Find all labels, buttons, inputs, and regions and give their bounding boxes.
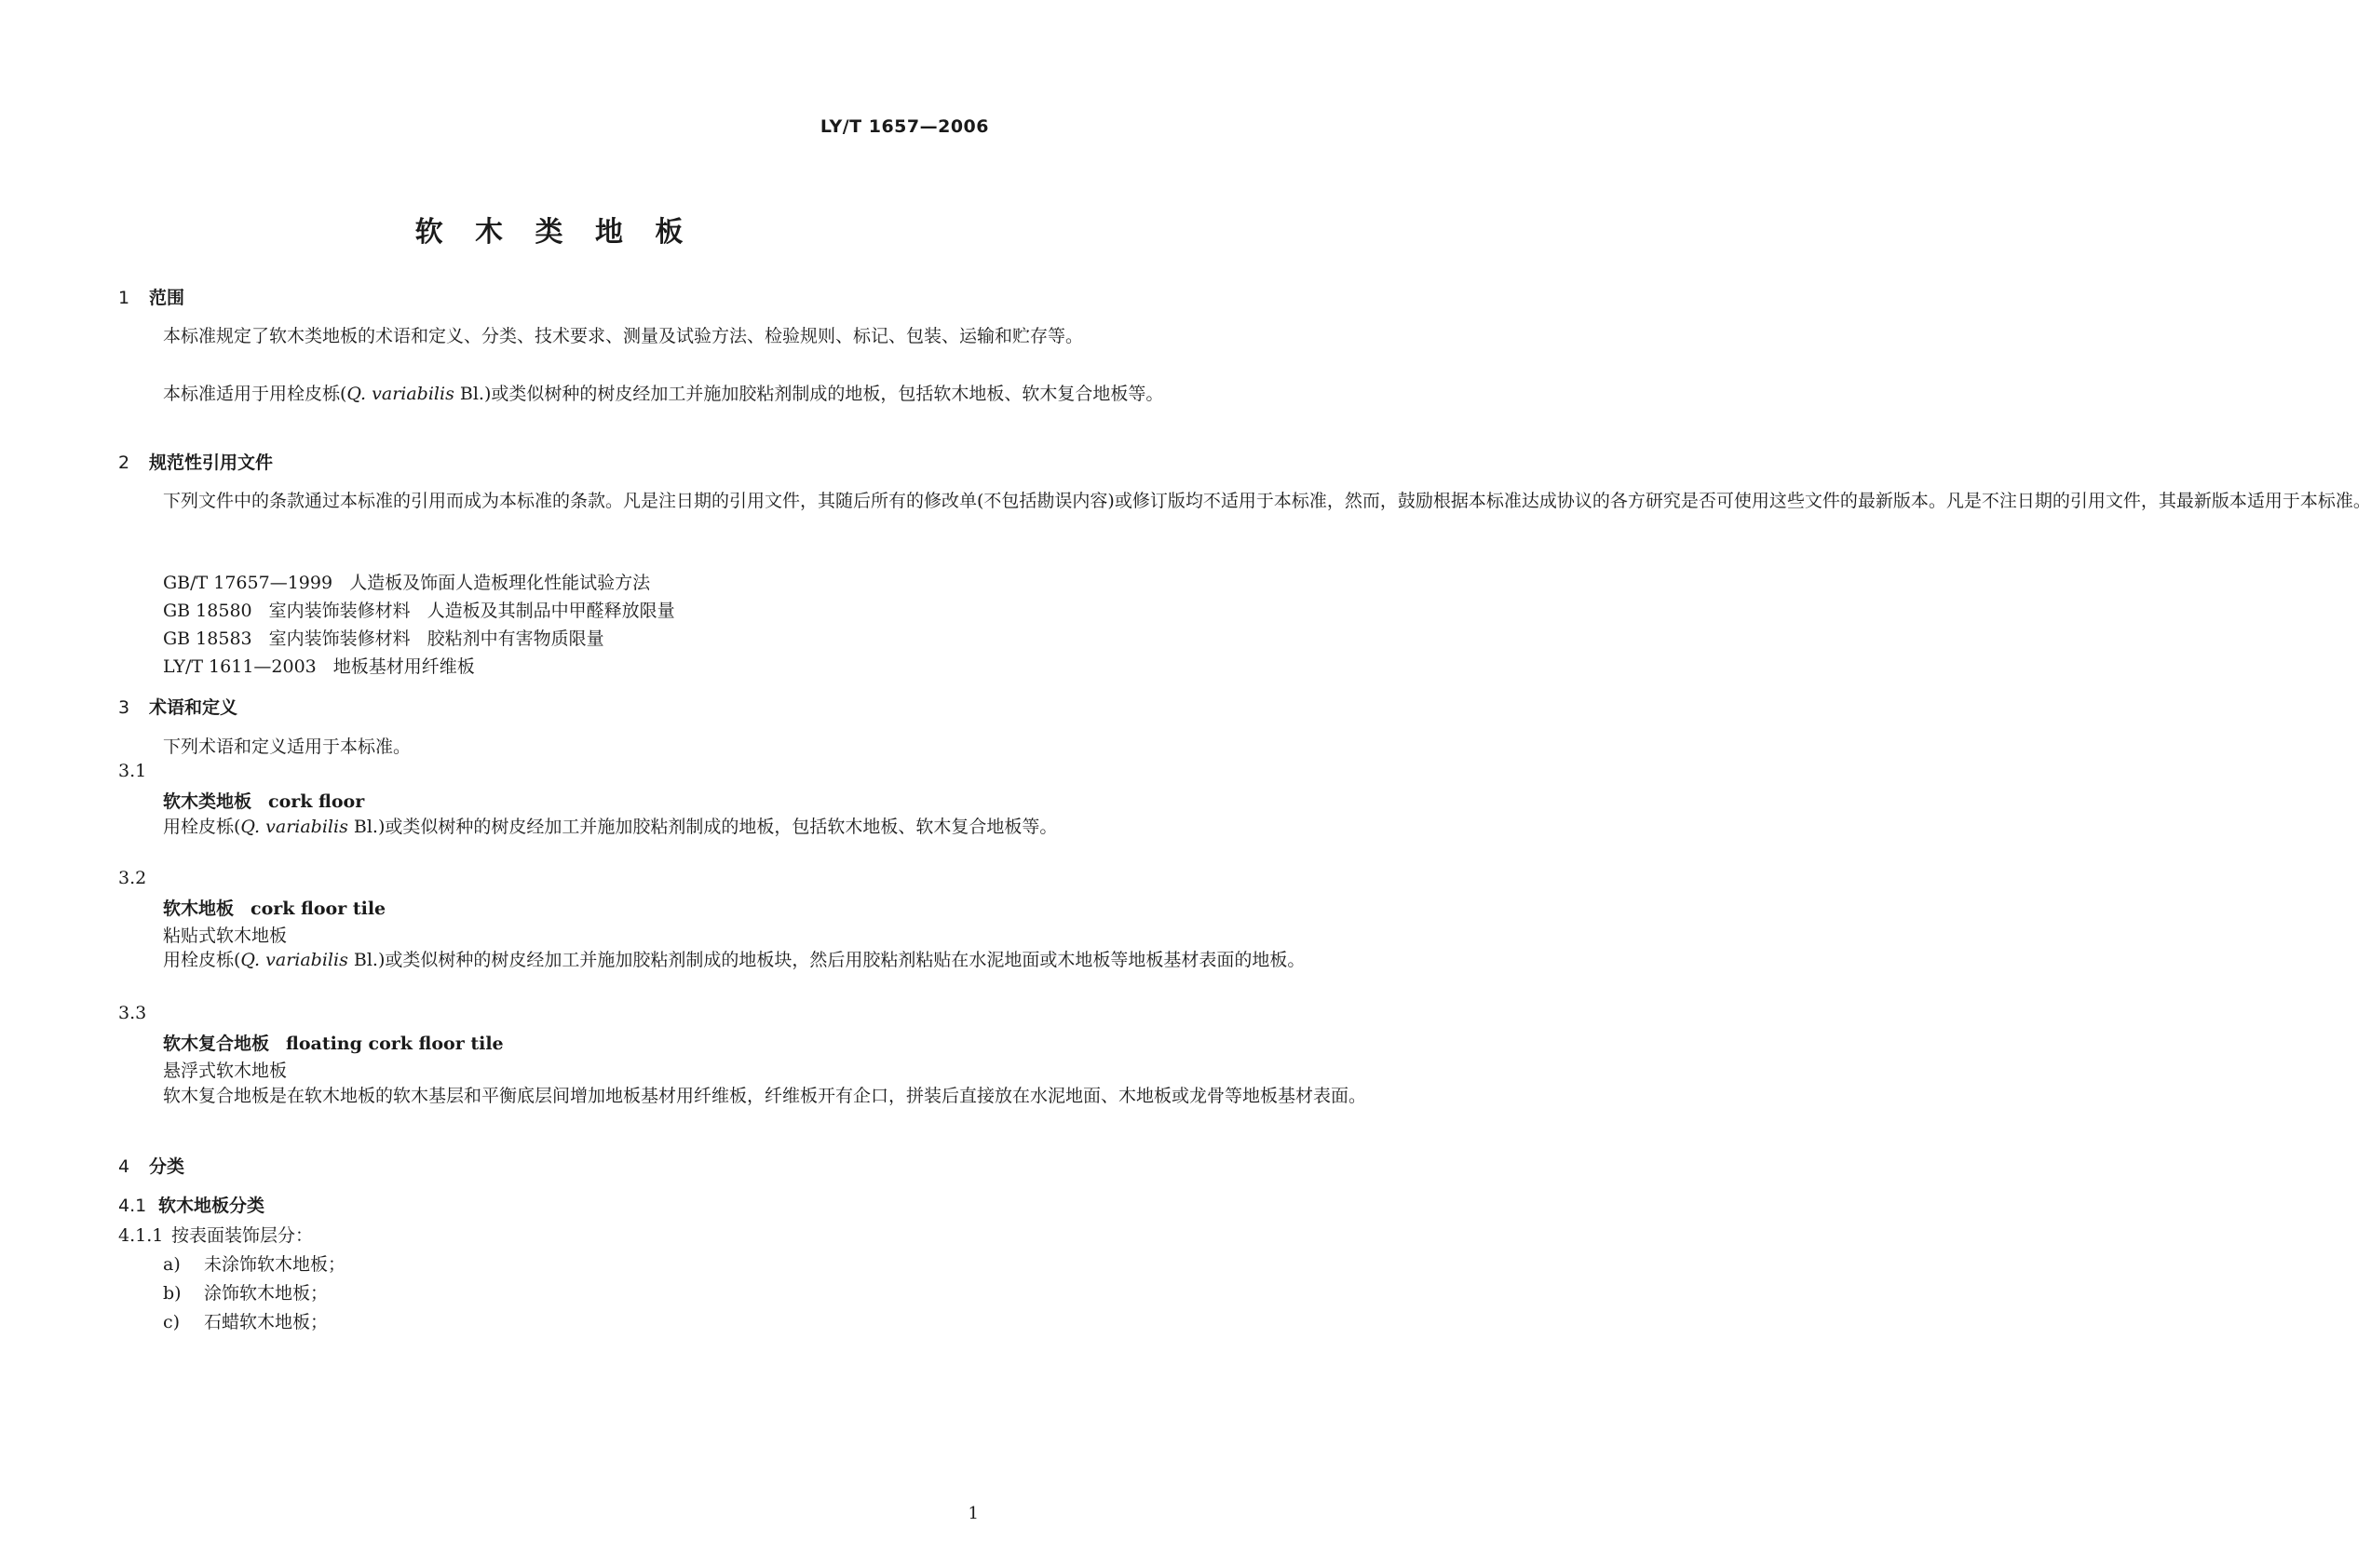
subsection-4-1-heading	[118, 1192, 264, 1217]
section-number: 3	[118, 697, 130, 718]
term-definition: 用栓皮栎(Q. variabilis Bl.)或类似树种的树皮经加工并施加胶粘剂制成的地板块，然后用胶粘剂粘贴在水泥地面或木地板等地板基材表面的地板。	[163, 950, 1306, 970]
section-number: 4	[118, 1156, 130, 1177]
section-title: 规范性引用文件	[149, 453, 274, 473]
section-2-heading	[118, 449, 273, 474]
section-4-heading	[118, 1153, 184, 1178]
term-definition: 软木复合地板是在软木地板的软木基层和平衡底层间增加地板基材用纤维板，纤维板开有企口，拼装后直接放在水泥地面、木地板或龙骨等地板基材表面。	[163, 1086, 1367, 1106]
term-entry	[163, 895, 386, 920]
section-number: 2	[118, 453, 130, 473]
reference-code: GB 18583	[163, 629, 252, 649]
term-chinese: 软木类地板	[163, 791, 252, 812]
term-definition: 用栓皮栎(Q. variabilis Bl.)或类似树种的树皮经加工并施加胶粘剂制成的地板，包括软木地板、软木复合地板等。	[163, 817, 1058, 837]
term-chinese: 软木地板	[163, 899, 235, 919]
clause-number: 3.3	[118, 1003, 147, 1023]
list-item	[163, 1279, 328, 1304]
reference-code: LY/T 1611—2003	[163, 656, 317, 677]
normative-reference	[163, 653, 475, 678]
reference-code: GB/T 17657—1999	[163, 573, 333, 593]
section-1-heading	[118, 284, 184, 309]
species-name: Q. variabilis	[240, 817, 348, 837]
standard-number: LY/T 1657—2006	[820, 116, 989, 137]
species-name: Q. variabilis	[346, 384, 454, 404]
section-1-paragraph-1: 本标准规定了软木类地板的术语和定义、分类、技术要求、测量及试验方法、检验规则、标记、包装、运输和贮存等。	[163, 326, 1084, 346]
section-title: 分类	[149, 1156, 185, 1177]
term-alias: 悬浮式软木地板	[163, 1061, 288, 1081]
term-english: floating cork floor tile	[286, 1034, 504, 1054]
reference-title: 地板基材用纤维板	[332, 656, 475, 677]
reference-subtitle: 胶粘剂中有害物质限量	[427, 629, 604, 649]
clause-4-1-1	[118, 1222, 313, 1247]
list-item	[163, 1250, 345, 1276]
normative-reference	[163, 569, 650, 594]
term-entry	[163, 1030, 504, 1055]
section-number: 1	[118, 288, 130, 308]
clause-text: 按表面装饰层分：	[171, 1225, 314, 1246]
term-english: cork floor	[268, 791, 365, 812]
list-text: 涂饰软木地板；	[204, 1283, 329, 1304]
clause-number: 3.2	[118, 868, 147, 888]
list-item	[163, 1308, 328, 1333]
list-marker: c)	[163, 1312, 181, 1332]
section-1-paragraph-2: 本标准适用于用栓皮栎(Q. variabilis Bl.)或类似树种的树皮经加工并施加胶粘剂制成的地板，包括软木地板、软木复合地板等。	[163, 384, 1164, 404]
section-title: 术语和定义	[149, 697, 238, 718]
term-chinese: 软木复合地板	[163, 1034, 270, 1054]
reference-title: 室内装饰装修材料	[268, 629, 411, 649]
section-3-heading	[118, 694, 237, 719]
subsection-title: 软木地板分类	[158, 1196, 265, 1216]
list-marker: a)	[163, 1254, 181, 1275]
reference-subtitle: 人造板及其制品中甲醛释放限量	[427, 601, 675, 621]
normative-reference	[163, 597, 675, 622]
section-title: 范围	[149, 288, 185, 308]
clause-number: 3.1	[118, 761, 147, 781]
term-entry	[163, 788, 364, 813]
reference-title: 室内装饰装修材料	[268, 601, 411, 621]
clause-number: 4.1.1	[118, 1225, 164, 1246]
term-alias: 粘贴式软木地板	[163, 926, 288, 946]
section-2-paragraph-1: 下列文件中的条款通过本标准的引用而成为本标准的条款。凡是注日期的引用文件，其随后所有的修改单(不包括勘误内容)或修订版均不适用于本标准，然而，鼓励根据本标准达成协议的各方研究是否可使用这些文件的最新版本。凡是不注日期的引用文件，其最新版本适用于本标准。	[163, 491, 2371, 511]
reference-title: 人造板及饰面人造板理化性能试验方法	[349, 573, 651, 593]
normative-reference	[163, 625, 604, 650]
section-3-intro: 下列术语和定义适用于本标准。	[163, 737, 412, 757]
list-marker: b)	[163, 1283, 182, 1304]
list-text: 石蜡软木地板；	[204, 1312, 329, 1332]
list-text: 未涂饰软木地板；	[204, 1254, 346, 1275]
subsection-number: 4.1	[118, 1196, 147, 1216]
term-english: cork floor tile	[251, 899, 386, 919]
page-number: 1	[968, 1504, 979, 1523]
document-title: 软 木 类 地 板	[414, 216, 695, 249]
reference-code: GB 18580	[163, 601, 252, 621]
species-name: Q. variabilis	[240, 950, 348, 970]
